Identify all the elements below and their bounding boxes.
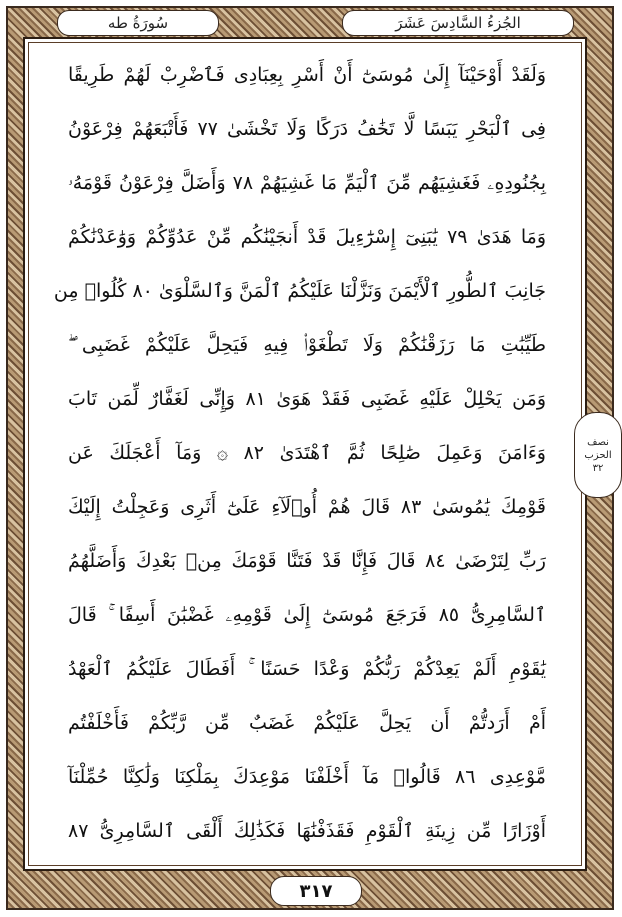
verse-text-block: [53, 46, 546, 856]
verse-line: وَمَن يَحْلِلْ عَلَيْهِ غَضَبِى فَقَدْ هَوَىٰ ٨١ وَإِنِّى لَغَفَّارٌ لِّمَن تَابَ: [68, 388, 546, 410]
hizb-marker-line3: ٣٢: [592, 462, 604, 474]
verse-line: بِجُنُودِهِۦ فَغَشِيَهُم مِّنَ ٱلْيَمِّ مَا غَشِيَهُمْ ٧٨ وَأَضَلَّ فِرْعَوْنُ قَوْمَهُۥ: [68, 172, 546, 194]
surah-title: سُورَةُ طه: [57, 10, 219, 36]
hizb-marker-line1: نصف: [587, 436, 609, 448]
hizb-marker: [574, 412, 622, 498]
page-number: ٣١٧: [270, 876, 362, 906]
verse-line: مَّوْعِدِى ٨٦ قَالُوا۟ مَآ أَخْلَفْنَا مَوْعِدَكَ بِمَلْكِنَا وَلَٰكِنَّا حُمِّلْنَآ: [68, 766, 546, 788]
verse-line: وَمَا هَدَىٰ ٧٩ يَٰبَنِىٓ إِسْرَٰٓءِيلَ قَدْ أَنجَيْنَٰكُم مِّنْ عَدُوِّكُمْ وَوَٰعَدْنَٰكُمْ: [68, 226, 546, 248]
hizb-marker-line2: الحزب: [584, 449, 612, 461]
verse-line: قَوْمِكَ يَٰمُوسَىٰ ٨٣ قَالَ هُمْ أُو۟لَآءِ عَلَىٰٓ أَثَرِى وَعَجِلْتُ إِلَيْكَ: [68, 496, 546, 518]
mushaf-page: [2, 2, 620, 915]
verse-line: جَانِبَ ٱلطُّورِ ٱلْأَيْمَنَ وَنَزَّلْنَا عَلَيْكُمُ ٱلْمَنَّ وَٱلسَّلْوَىٰ ٨٠ كُلُوا۟ مِن: [53, 280, 546, 302]
verse-line: ٱلسَّامِرِىُّ ٨٥ فَرَجَعَ مُوسَىٰٓ إِلَىٰ قَوْمِهِۦ غَضْبَٰنَ أَسِفًا ۚ قَالَ: [68, 604, 546, 626]
verse-line: يَٰقَوْمِ أَلَمْ يَعِدْكُمْ رَبُّكُمْ وَعْدًا حَسَنًا ۚ أَفَطَالَ عَلَيْكُمُ ٱلْعَهْدُ: [68, 658, 546, 680]
verse-line: أَمْ أَرَدتُّمْ أَن يَحِلَّ عَلَيْكُمْ غَضَبٌ مِّن رَّبِّكُمْ فَأَخْلَفْتُم: [68, 712, 546, 734]
verse-line: وَءَامَنَ وَعَمِلَ صَٰلِحًا ثُمَّ ٱهْتَدَىٰ ٨٢ ۞ وَمَآ أَعْجَلَكَ عَن: [68, 442, 546, 464]
verse-line: طَيِّبَٰتِ مَا رَزَقْنَٰكُمْ وَلَا تَطْغَوْا۟ فِيهِ فَيَحِلَّ عَلَيْكُمْ غَضَبِى ۖ: [68, 334, 546, 356]
verse-line: فِى ٱلْبَحْرِ يَبَسًا لَّا تَخَٰفُ دَرَكًا وَلَا تَخْشَىٰ ٧٧ فَأَتْبَعَهُمْ فِرْعَوْنُ: [68, 118, 546, 140]
verse-line: رَبِّ لِتَرْضَىٰ ٨٤ قَالَ فَإِنَّا قَدْ فَتَنَّا قَوْمَكَ مِنۢ بَعْدِكَ وَأَضَلَّهُمُ: [68, 550, 546, 572]
verse-line: أَوْزَارًا مِّن زِينَةِ ٱلْقَوْمِ فَقَذَفْنَٰهَا فَكَذَٰلِكَ أَلْقَى ٱلسَّامِرِىُّ ٨٧: [68, 820, 546, 842]
juz-title: الجُزءُ السَّادِسَ عَشَرَ: [342, 10, 574, 36]
verse-line: وَلَقَدْ أَوْحَيْنَآ إِلَىٰ مُوسَىٰٓ أَنْ أَسْرِ بِعِبَادِى فَٱضْرِبْ لَهُمْ طَرِيقًا: [68, 64, 546, 86]
